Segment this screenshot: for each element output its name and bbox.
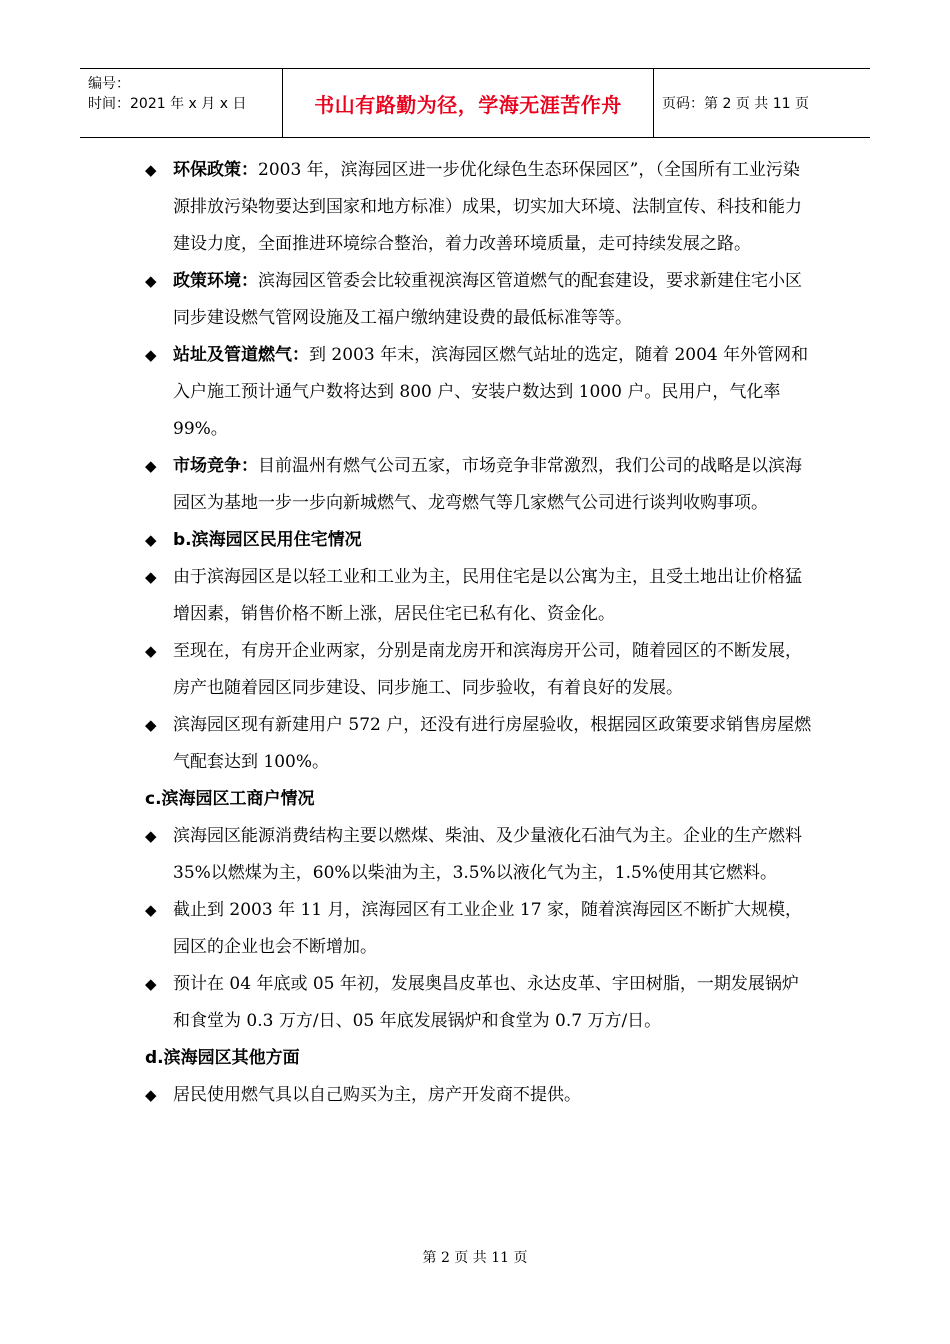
commercial-item — [145, 892, 815, 966]
item-text: 预计在 04 年底或 05 年初，发展奥昌皮革也、永达皮革、宇田树脂，一期发展锅炉和食堂为 0.3 万方/日、05 年底发展锅炉和食堂为 0.7 万方/日。 — [173, 974, 799, 1031]
diamond-bullet-icon: ◆ — [145, 827, 157, 845]
housing-item — [145, 633, 815, 707]
item-text: 滨海园区现有新建用户 572 户，还没有进行房屋验收，根据园区政策要求销售房屋燃气配套达到 100%。 — [173, 715, 812, 772]
policy-item — [145, 263, 815, 337]
diamond-bullet-icon: ◆ — [145, 975, 157, 993]
diamond-bullet-icon: ◆ — [145, 272, 157, 290]
header-motto: 书山有路勤为径，学海无涯苦作舟 — [282, 69, 654, 137]
diamond-bullet-icon: ◆ — [145, 642, 157, 660]
housing-item — [145, 559, 815, 633]
diamond-bullet-icon: ◆ — [145, 531, 157, 549]
diamond-bullet-icon: ◆ — [145, 1086, 157, 1104]
section-b-heading-item — [145, 522, 815, 559]
item-text: 滨海园区能源消费结构主要以燃煤、柴油、及少量液化石油气为主。企业的生产燃料 35%以燃煤为主，60%以柴油为主，3.5%以液化气为主，1.5%使用其它燃料。 — [173, 826, 802, 883]
header-meta — [80, 69, 282, 137]
commercial-item — [145, 966, 815, 1040]
section-d-heading: d.滨海园区其他方面 — [145, 1048, 300, 1068]
page-header — [80, 68, 870, 138]
item-text: 由于滨海园区是以轻工业和工业为主，民用住宅是以公寓为主，且受土地出让价格猛增因素，销售价格不断上涨，居民住宅已私有化、资金化。 — [173, 567, 802, 624]
item-label: 环保政策： — [173, 160, 258, 180]
document-number-label: 编号： — [88, 76, 130, 92]
item-text: 滨海园区管委会比较重视滨海区管道燃气的配套建设，要求新建住宅小区同步建设燃气管网设施及工福户缴纳建设费的最低标准等等。 — [173, 271, 802, 328]
item-text: 到 2003 年末，滨海园区燃气站址的选定，随着 2004 年外管网和入户施工预计通气户数将达到 800 户、安装户数达到 1000 户。民用户，气化率 99%。 — [173, 345, 809, 439]
item-text: 目前温州有燃气公司五家，市场竞争非常激烈，我们公司的战略是以滨海园区为基地一步一步向新城燃气、龙弯燃气等几家燃气公司进行谈判收购事项。 — [173, 456, 802, 513]
diamond-bullet-icon: ◆ — [145, 346, 157, 364]
policy-item — [145, 337, 815, 448]
page-footer: 第 2 页 共 11 页 — [422, 1250, 528, 1266]
item-label: 市场竞争： — [173, 456, 258, 476]
diamond-bullet-icon: ◆ — [145, 161, 157, 179]
policy-item — [145, 152, 815, 263]
commercial-item — [145, 818, 815, 892]
diamond-bullet-icon: ◆ — [145, 716, 157, 734]
item-text: 居民使用燃气具以自己购买为主，房产开发商不提供。 — [173, 1085, 581, 1105]
document-date-label: 时间：2021 年 x 月 x 日 — [88, 96, 247, 112]
policy-item — [145, 448, 815, 522]
housing-item — [145, 707, 815, 781]
item-label: 站址及管道燃气： — [173, 345, 309, 365]
section-c-heading: c.滨海园区工商户情况 — [145, 789, 315, 809]
diamond-bullet-icon: ◆ — [145, 568, 157, 586]
diamond-bullet-icon: ◆ — [145, 457, 157, 475]
diamond-bullet-icon: ◆ — [145, 901, 157, 919]
item-label: 政策环境： — [173, 271, 258, 291]
header-page-number: 页码：第 2 页 共 11 页 — [662, 96, 809, 112]
item-text: 至现在，有房开企业两家，分别是南龙房开和滨海房开公司，随着园区的不断发展，房产也随着园区同步建设、同步施工、同步验收，有着良好的发展。 — [173, 641, 802, 698]
other-item — [145, 1077, 815, 1114]
item-text: 2003 年，滨海园区进一步优化绿色生态环保园区”，（全国所有工业污染源排放污染物要达到国家和地方标准）成果，切实加大环境、法制宣传、科技和能力建设力度，全面推进环境综合整治，着力改善环境质量，走可持续发展之路。 — [173, 160, 802, 254]
document-body — [145, 152, 815, 1114]
item-text: 截止到 2003 年 11 月，滨海园区有工业企业 17 家，随着滨海园区不断扩大规模，园区的企业也会不断增加。 — [173, 900, 802, 957]
section-b-heading: b.滨海园区民用住宅情况 — [173, 530, 362, 550]
